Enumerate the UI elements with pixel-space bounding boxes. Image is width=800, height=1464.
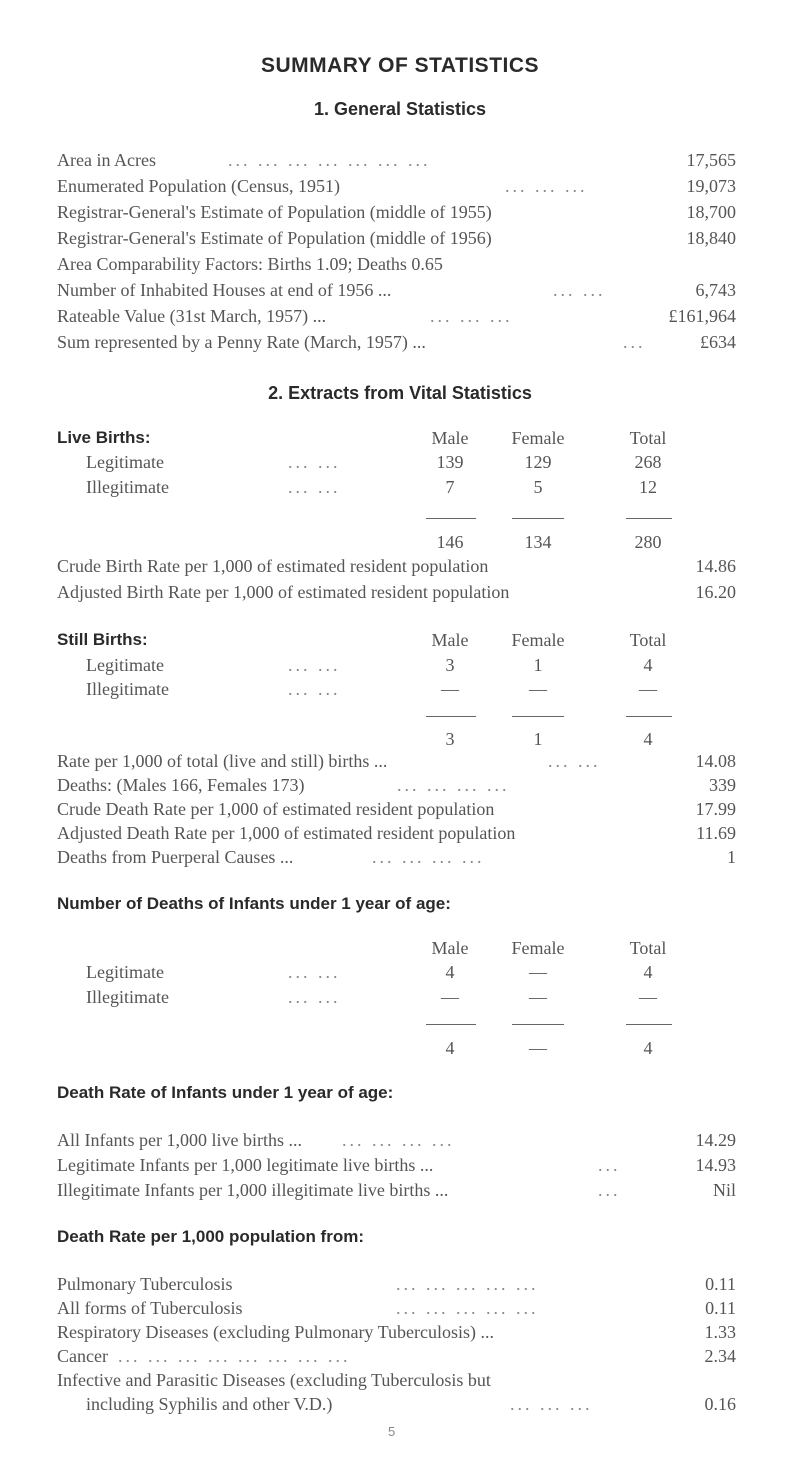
- infant-rate-dots: ...: [598, 1155, 621, 1175]
- live-births-heading: Live Births:: [57, 428, 151, 447]
- rate-value: 14.08: [695, 751, 736, 771]
- rate-label: Rate per 1,000 of total (live and still) births ...: [57, 751, 388, 771]
- live-legit-dots: ... ...: [288, 452, 341, 472]
- infant-total-male: 4: [445, 1038, 455, 1058]
- infant-rate-value: Nil: [712, 1180, 736, 1200]
- general-dots: ... ... ...: [430, 306, 513, 326]
- infant-rate-label: Legitimate Infants per 1,000 legitimate live births ...: [57, 1155, 434, 1175]
- live-illegit-dots: ... ...: [288, 477, 341, 497]
- cause-value: 1.33: [704, 1322, 736, 1342]
- cause-label: Respiratory Diseases (excluding Pulmonary Tuberculosis) ...: [57, 1322, 494, 1342]
- still-legit-dots: ... ...: [288, 655, 341, 675]
- general-value: 17,565: [686, 150, 736, 170]
- rate-value: 339: [709, 775, 736, 795]
- infant-illegit-dots: ... ...: [288, 987, 341, 1007]
- general-dots: ...: [623, 332, 646, 352]
- general-value: 6,743: [695, 280, 736, 300]
- general-value: £161,964: [668, 306, 736, 326]
- still-legit-male: 3: [445, 655, 455, 675]
- still-total-female: 1: [533, 729, 543, 749]
- rate-value: 1: [727, 847, 736, 867]
- still-total-total: 4: [643, 729, 653, 749]
- live-illegit-female: 5: [533, 477, 543, 497]
- infant-rate-dots: ... ... ... ...: [342, 1130, 455, 1150]
- still-illegit-label: Illegitimate: [86, 679, 169, 699]
- infant-legit-dots: ... ...: [288, 962, 341, 982]
- live-total-total: 280: [634, 532, 662, 552]
- infant-rate-label: All Infants per 1,000 live births ...: [57, 1130, 302, 1150]
- rate-dots: ... ... ... ...: [372, 847, 485, 867]
- live-legit-label: Legitimate: [86, 452, 164, 472]
- total-rule: [426, 716, 476, 717]
- infant-legit-total: 4: [643, 962, 653, 982]
- cause-label: Infective and Parasitic Diseases (excluding Tuberculosis but: [57, 1370, 491, 1390]
- still-illegit-total: —: [639, 679, 657, 699]
- col-male: Male: [431, 630, 469, 650]
- cause-dots: ... ... ...: [510, 1394, 593, 1414]
- general-value: 19,073: [686, 176, 736, 196]
- cause-value: 0.16: [704, 1394, 736, 1414]
- cause-dots: ... ... ... ... ...: [396, 1298, 539, 1318]
- cause-dots: ... ... ... ... ... ... ... ...: [118, 1346, 351, 1366]
- still-births-heading: Still Births:: [57, 630, 148, 649]
- general-dots: ... ... ... ... ... ... ...: [228, 150, 431, 170]
- general-label: Registrar-General's Estimate of Population (middle of 1956): [57, 228, 492, 248]
- col-female: Female: [511, 630, 565, 650]
- col-female: Female: [511, 428, 565, 448]
- live-legit-female: 129: [524, 452, 552, 472]
- general-dots: ... ...: [553, 280, 606, 300]
- total-rule: [512, 716, 564, 717]
- infant-rate-label: Illegitimate Infants per 1,000 illegitimate live births ...: [57, 1180, 449, 1200]
- total-rule: [512, 518, 564, 519]
- infant-rate-heading: Death Rate of Infants under 1 year of age:: [57, 1083, 394, 1102]
- rate-label: Deaths: (Males 166, Females 173): [57, 775, 305, 795]
- cause-label: Pulmonary Tuberculosis: [57, 1274, 233, 1294]
- still-illegit-dots: ... ...: [288, 679, 341, 699]
- rate-label: Deaths from Puerperal Causes ...: [57, 847, 294, 867]
- general-heading: 1. General Statistics: [313, 99, 487, 119]
- cause-value: 0.11: [705, 1274, 736, 1294]
- live-illegit-male: 7: [445, 477, 455, 497]
- infant-legit-label: Legitimate: [86, 962, 164, 982]
- page-title: SUMMARY OF STATISTICS: [260, 54, 540, 77]
- cause-dots: ... ... ... ... ...: [396, 1274, 539, 1294]
- infant-legit-male: 4: [445, 962, 455, 982]
- total-rule: [512, 1024, 564, 1025]
- general-label: Sum represented by a Penny Rate (March, 1957) ...: [57, 332, 426, 352]
- rate-value: 17.99: [695, 799, 736, 819]
- cause-label: All forms of Tuberculosis: [57, 1298, 243, 1318]
- adjusted-birth-value: 16.20: [695, 582, 736, 602]
- live-illegit-total: 12: [639, 477, 657, 497]
- total-rule: [626, 518, 672, 519]
- infant-illegit-male: —: [441, 987, 459, 1007]
- general-value: 18,840: [686, 228, 736, 248]
- crude-birth-value: 14.86: [695, 556, 736, 576]
- total-rule: [626, 1024, 672, 1025]
- infant-legit-female: —: [529, 962, 547, 982]
- live-illegit-label: Illegitimate: [86, 477, 169, 497]
- col-male: Male: [431, 938, 469, 958]
- live-legit-male: 139: [436, 452, 464, 472]
- total-rule: [426, 1024, 476, 1025]
- rate-label: Adjusted Death Rate per 1,000 of estimated resident population: [57, 823, 516, 843]
- infant-total-total: 4: [643, 1038, 653, 1058]
- general-label: Registrar-General's Estimate of Population (middle of 1955): [57, 202, 492, 222]
- general-value: 18,700: [686, 202, 736, 222]
- col-female: Female: [511, 938, 565, 958]
- rate-value: 11.69: [696, 823, 736, 843]
- still-legit-label: Legitimate: [86, 655, 164, 675]
- infant-illegit-label: Illegitimate: [86, 987, 169, 1007]
- death-rate-heading: Death Rate per 1,000 population from:: [57, 1227, 364, 1246]
- still-total-male: 3: [445, 729, 455, 749]
- infant-illegit-female: —: [529, 987, 547, 1007]
- infant-total-female: —: [529, 1038, 547, 1058]
- infant-rate-value: 14.93: [695, 1155, 736, 1175]
- infant-rate-dots: ...: [598, 1180, 621, 1200]
- cause-label: including Syphilis and other V.D.): [86, 1394, 333, 1414]
- col-male: Male: [431, 428, 469, 448]
- general-value: £634: [700, 332, 736, 352]
- cause-value: 0.11: [705, 1298, 736, 1318]
- rate-dots: ... ... ... ...: [397, 775, 510, 795]
- still-illegit-male: —: [441, 679, 459, 699]
- still-illegit-female: —: [529, 679, 547, 699]
- crude-birth-label: Crude Birth Rate per 1,000 of estimated resident population: [57, 556, 489, 576]
- infant-deaths-heading: Number of Deaths of Infants under 1 year of age:: [57, 894, 451, 913]
- vital-heading: 2. Extracts from Vital Statistics: [268, 383, 532, 403]
- col-total: Total: [629, 428, 667, 448]
- cause-value: 2.34: [704, 1346, 736, 1366]
- page-number: 5: [388, 1424, 396, 1439]
- adjusted-birth-label: Adjusted Birth Rate per 1,000 of estimated resident population: [57, 582, 510, 602]
- general-label: Enumerated Population (Census, 1951): [57, 176, 340, 196]
- general-label: Number of Inhabited Houses at end of 1956 ...: [57, 280, 392, 300]
- general-label: Area in Acres: [57, 150, 156, 170]
- still-legit-total: 4: [643, 655, 653, 675]
- general-label: Area Comparability Factors: Births 1.09; Deaths 0.65: [57, 254, 443, 274]
- live-total-female: 134: [524, 532, 552, 552]
- col-total: Total: [629, 630, 667, 650]
- rate-dots: ... ...: [548, 751, 601, 771]
- col-total: Total: [629, 938, 667, 958]
- infant-illegit-total: —: [639, 987, 657, 1007]
- still-legit-female: 1: [533, 655, 543, 675]
- total-rule: [626, 716, 672, 717]
- general-dots: ... ... ...: [505, 176, 588, 196]
- infant-rate-value: 14.29: [695, 1130, 736, 1150]
- cause-label: Cancer: [57, 1346, 108, 1366]
- live-legit-total: 268: [634, 452, 662, 472]
- rate-label: Crude Death Rate per 1,000 of estimated resident population: [57, 799, 495, 819]
- total-rule: [426, 518, 476, 519]
- general-label: Rateable Value (31st March, 1957) ...: [57, 306, 327, 326]
- live-total-male: 146: [436, 532, 464, 552]
